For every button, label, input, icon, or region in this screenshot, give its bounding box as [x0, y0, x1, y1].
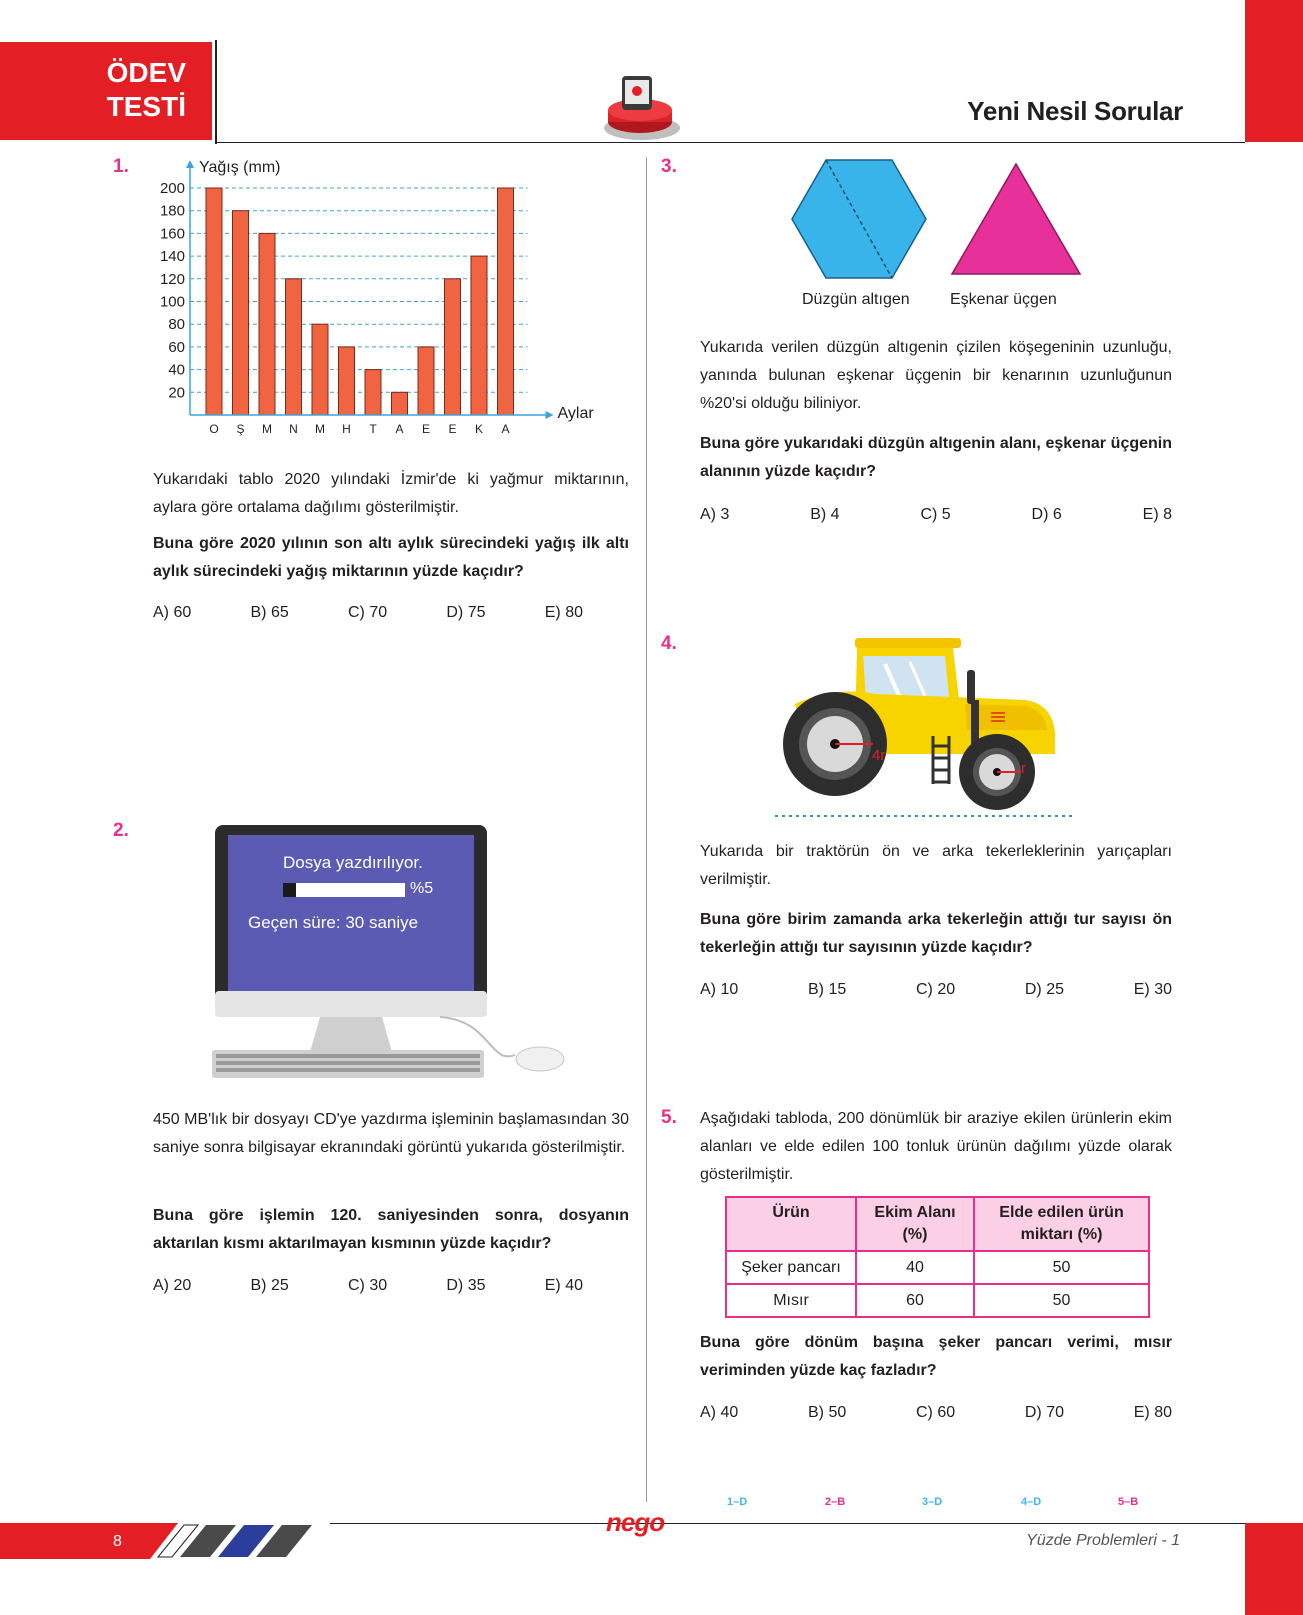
q3-choice-a[interactable]: A) 3 — [700, 506, 730, 523]
column-divider — [646, 157, 647, 1502]
question-number-5: 5. — [661, 1107, 677, 1128]
table-cell: Mısır — [726, 1284, 856, 1317]
y-axis-title: Yağış (mm) — [199, 160, 281, 176]
x-tick-label: N — [289, 422, 298, 436]
y-tick-label: 20 — [168, 384, 185, 402]
q2-choice-a[interactable]: A) 20 — [153, 1277, 192, 1294]
q5-choice-b[interactable]: B) 50 — [808, 1404, 847, 1421]
x-tick-label: E — [421, 422, 431, 436]
table-cell: 50 — [974, 1251, 1149, 1284]
q4-choice-c[interactable]: C) 20 — [916, 981, 956, 998]
y-tick-label: 100 — [159, 293, 185, 311]
header-divider-vertical — [215, 40, 217, 144]
x-tick-label: T — [369, 422, 377, 436]
footer-subject: Yüzde Problemleri - 1 — [1026, 1532, 1180, 1549]
test-badge — [0, 42, 212, 140]
bar — [339, 347, 355, 415]
x-tick-label: M — [315, 422, 325, 436]
q2-text: 450 MB'lık bir dosyayı CD'ye yazdırma işleminin başlamasından 30 saniye sonra bilgisayar ekranındaki görüntü yukarıda gösterilmiştir. — [153, 1111, 629, 1156]
question-number-3: 3. — [661, 156, 677, 177]
q5-choice-a[interactable]: A) 40 — [700, 1404, 739, 1421]
tractor-illustration — [775, 634, 1105, 820]
q3-question: Buna göre yukarıdaki düzgün altıgenin alanı, eşkenar üçgenin alanının yüzde kaçıdır? — [700, 435, 1172, 480]
bar — [392, 392, 408, 415]
rainfall-bar-chart — [145, 160, 625, 450]
table-cell: 40 — [856, 1251, 974, 1284]
question-number-2: 2. — [113, 820, 129, 841]
q3-choice-d[interactable]: D) 6 — [1031, 506, 1062, 523]
q1-question: Buna göre 2020 yılının son altı aylık sürecindeki yağış ilk altı aylık sürecindeki yağış miktarının yüzde kaçıdır? — [153, 535, 629, 580]
bar — [418, 347, 434, 415]
page-number: 8 — [113, 1533, 122, 1550]
footer-rule — [330, 1523, 1245, 1524]
table-header-cell: Ürün — [726, 1197, 856, 1251]
q4-choice-a[interactable]: A) 10 — [700, 981, 739, 998]
table-row — [726, 1284, 1149, 1317]
bar — [233, 211, 249, 415]
q2-question: Buna göre işlemin 120. saniyesinden sonra, dosyanın aktarılan kısmı aktarılmayan kısmının yüzde kaçıdır? — [153, 1207, 629, 1252]
table-cell: Şeker pancarı — [726, 1251, 856, 1284]
q2-choice-c[interactable]: C) 30 — [348, 1277, 388, 1294]
x-tick-label: A — [395, 422, 404, 436]
question-number-1: 1. — [113, 156, 129, 177]
x-tick-label: K — [474, 422, 484, 436]
table-header-row — [726, 1197, 1149, 1251]
q1-choice-c[interactable]: C) 70 — [348, 604, 388, 621]
x-tick-label: Ş — [236, 422, 245, 436]
hexagon-label: Düzgün altıgen — [802, 291, 910, 308]
q2-choices — [153, 1277, 583, 1295]
x-tick-label: H — [342, 422, 351, 436]
q3-choice-c[interactable]: C) 5 — [920, 506, 951, 523]
x-axis-title: Aylar — [557, 405, 594, 422]
y-tick-label: 160 — [159, 225, 185, 243]
x-tick-label: E — [448, 422, 457, 436]
q5-choice-d[interactable]: D) 70 — [1024, 1404, 1064, 1421]
table-cell: 60 — [856, 1284, 974, 1317]
q1-choice-e[interactable]: E) 80 — [544, 604, 583, 621]
q5-choices — [700, 1404, 1172, 1422]
y-tick-label: 140 — [159, 248, 185, 266]
q4-choice-d[interactable]: D) 25 — [1024, 981, 1064, 998]
header-right-bar — [1245, 0, 1303, 142]
progress-bar — [283, 883, 405, 897]
q3-text: Yukarıda verilen düzgün altıgenin çizilen köşegeninin uzunluğu, yanında bulunan eşkenar üçgenin bir kenarının uzunluğunun %20'si olduğu biliniyor. — [700, 339, 1172, 412]
elapsed-time: Geçen süre: 30 saniye — [248, 913, 419, 932]
bar — [286, 279, 302, 415]
page-title: Yeni Nesil Sorular — [967, 96, 1183, 126]
table-cell: 50 — [974, 1284, 1149, 1317]
bar — [206, 188, 222, 415]
triangle-shape — [952, 164, 1080, 274]
progress-label: %5 — [410, 880, 434, 897]
footer-right-bar — [1245, 1523, 1303, 1615]
q4-choice-b[interactable]: B) 15 — [808, 981, 847, 998]
q1-choice-b[interactable]: B) 65 — [250, 604, 289, 621]
y-tick-label: 200 — [159, 180, 185, 197]
bar — [498, 188, 514, 415]
answer-key-3: 3–D — [922, 1496, 943, 1508]
table-header-cell: Elde edilen ürün miktarı (%) — [974, 1197, 1149, 1251]
publisher-logo: nego — [606, 1507, 665, 1537]
bar — [259, 233, 275, 415]
x-tick-label: A — [501, 422, 510, 436]
bar — [471, 256, 487, 415]
front-wheel-label: r — [1021, 760, 1026, 777]
answer-key-4: 4–D — [1021, 1496, 1042, 1508]
rear-wheel-label: 4r — [872, 747, 886, 764]
q3-choices — [700, 506, 1172, 524]
y-tick-label: 120 — [159, 270, 185, 288]
y-tick-label: 80 — [168, 316, 185, 334]
q5-question: Buna göre dönüm başına şeker pancarı verimi, mısır veriminden yüzde kaç fazladır? — [700, 1334, 1172, 1379]
bar — [312, 324, 328, 415]
q3-choice-e[interactable]: E) 8 — [1142, 506, 1172, 523]
progress-bar-fill — [283, 883, 296, 897]
triangle-label: Eşkenar üçgen — [950, 291, 1057, 308]
x-tick-label: M — [262, 422, 272, 436]
hexagon-shape — [792, 160, 926, 278]
q1-choices — [153, 604, 583, 622]
bar — [445, 279, 461, 415]
q5-text: Aşağıdaki tabloda, 200 dönümlük bir araziye ekilen ürünlerin ekim alanları ve elde edilen 100 tonluk ürünün dağılımı yüzde olarak gösterilmiştir. — [700, 1110, 1172, 1183]
shapes-illustration — [790, 158, 1110, 280]
q1-text: Yukarıdaki tablo 2020 yılındaki İzmir'de ki yağmur miktarının, aylara göre ortalama dağılımı gösterilmiştir. — [153, 471, 629, 516]
q4-question: Buna göre birim zamanda arka tekerleğin attığı tur sayısı ön tekerleğin attığı tur sayısının yüzde kaçıdır? — [700, 911, 1172, 956]
badge-line-1: ÖDEV — [106, 57, 186, 88]
y-tick-label: 40 — [168, 361, 185, 379]
mobile-test-icon — [600, 70, 690, 142]
q5-choice-c[interactable]: C) 60 — [916, 1404, 956, 1421]
q4-choices — [700, 981, 1172, 999]
badge-line-2: TESTİ — [106, 91, 186, 122]
footer-stripe-decoration — [0, 1523, 330, 1559]
screen-title: Dosya yazdırılıyor. — [283, 853, 423, 872]
header-rule — [215, 142, 1245, 143]
q2-choice-e[interactable]: E) 40 — [544, 1277, 583, 1294]
x-axis-arrow — [546, 411, 554, 419]
bar — [365, 370, 381, 415]
answer-key-2: 2–B — [825, 1496, 846, 1508]
x-tick-label: O — [209, 422, 219, 436]
q5-choice-e[interactable]: E) 80 — [1133, 1404, 1172, 1421]
q2-choice-b[interactable]: B) 25 — [250, 1277, 289, 1294]
answer-key-5: 5–B — [1118, 1496, 1139, 1508]
q4-choice-e[interactable]: E) 30 — [1133, 981, 1172, 998]
q2-choice-d[interactable]: D) 35 — [446, 1277, 486, 1294]
table-header-cell: Ekim Alanı (%) — [856, 1197, 974, 1251]
table-row — [726, 1251, 1149, 1284]
q1-choice-a[interactable]: A) 60 — [153, 604, 192, 621]
q4-text: Yukarıda bir traktörün ön ve arka tekerleklerinin yarıçapları verilmiştir. — [700, 843, 1172, 888]
y-tick-label: 180 — [159, 202, 185, 220]
q1-choice-d[interactable]: D) 75 — [446, 604, 486, 621]
y-axis-arrow — [186, 160, 194, 168]
y-tick-label: 60 — [168, 338, 185, 356]
question-number-4: 4. — [661, 633, 677, 654]
q3-choice-b[interactable]: B) 4 — [810, 506, 840, 523]
answer-key-1: 1–D — [727, 1496, 748, 1508]
q5-table — [725, 1196, 1150, 1318]
